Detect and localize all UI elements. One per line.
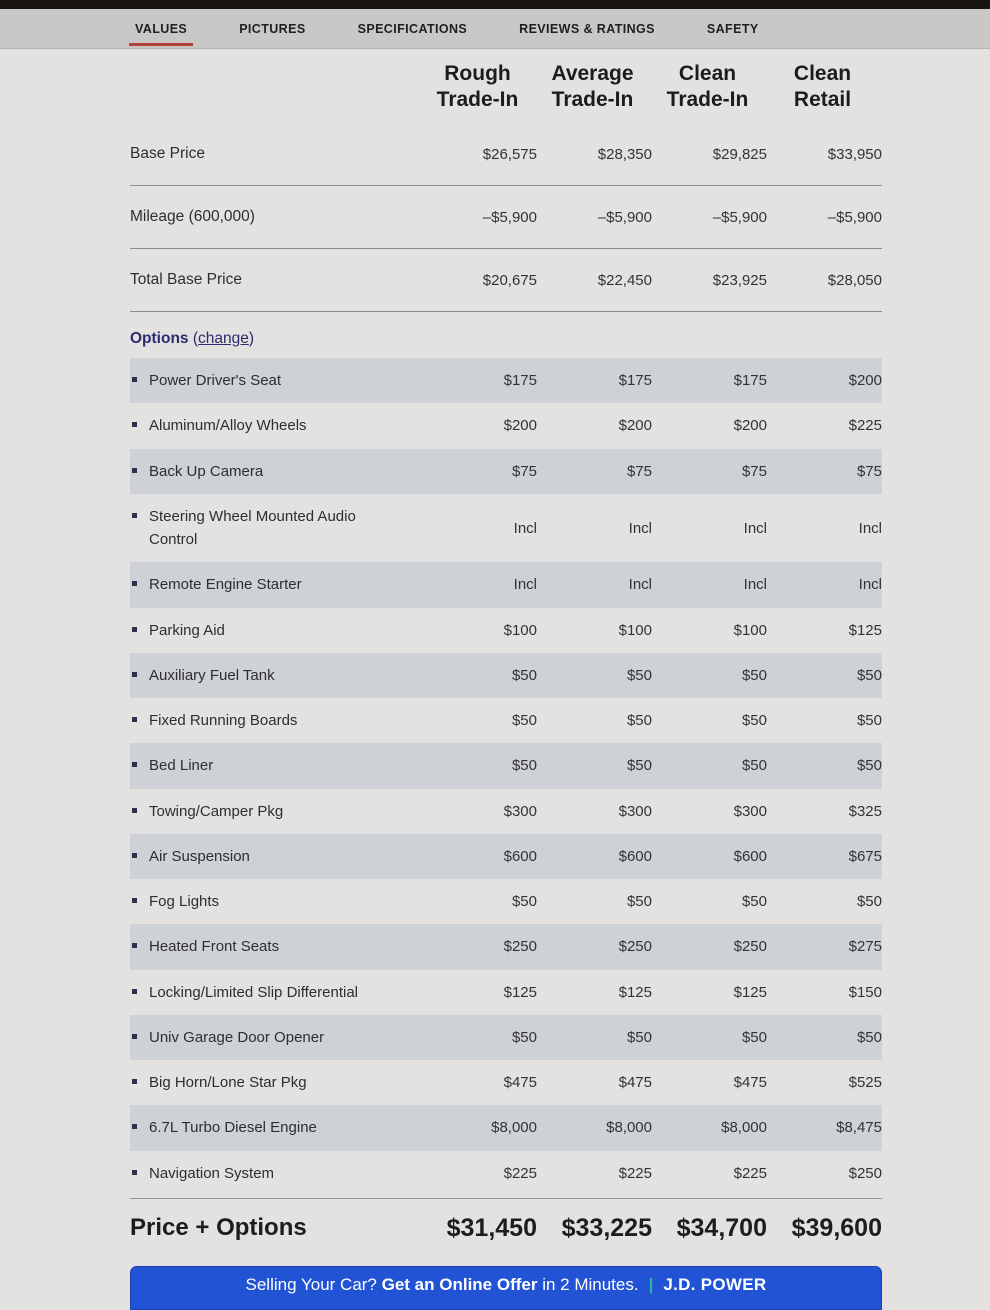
value-cell: $33,950: [827, 145, 882, 163]
option-label: [130, 1105, 422, 1150]
value-cell: $525: [848, 1074, 882, 1092]
base-row: [130, 186, 882, 249]
option-label-text: Parking Aid: [149, 621, 225, 639]
banner-text: Selling Your Car? Get an Online Offer in 2 Minutes. | J.D. POWER: [245, 1274, 767, 1294]
option-label-text: Bed Liner: [149, 757, 214, 775]
option-label: [130, 1060, 422, 1105]
option-label-text: Aluminum/Alloy Wheels: [149, 417, 307, 435]
tab-bar: [0, 9, 990, 49]
column-header-line2: Trade-In: [666, 88, 749, 111]
value-cell: $29,825: [712, 145, 767, 163]
value-cell: $50: [856, 1028, 882, 1046]
bullet-icon: [132, 672, 137, 677]
option-row: [130, 562, 882, 607]
option-label-text: 6.7L Turbo Diesel Engine: [149, 1119, 317, 1137]
value-cell: $26,575: [482, 145, 537, 163]
value-cell: $8,475: [836, 1119, 882, 1137]
value-cell: $50: [741, 893, 767, 911]
option-row: [130, 1151, 882, 1196]
bullet-icon: [132, 943, 137, 948]
option-label-text: Steering Wheel Mounted Audio Control: [149, 507, 356, 548]
option-label-text: Locking/Limited Slip Differential: [149, 983, 358, 1001]
option-row: [130, 403, 882, 448]
total-label: Price + Options: [130, 1214, 307, 1242]
value-cell: –$5,900: [827, 208, 882, 226]
jdpower-logo: J.D. POWER: [663, 1274, 767, 1294]
value-cell: –$5,900: [597, 208, 652, 226]
bullet-icon: [132, 1034, 137, 1039]
value-cell: $225: [618, 1164, 652, 1182]
options-header: [130, 330, 882, 348]
value-cell: $200: [503, 417, 537, 435]
value-cell: $225: [848, 417, 882, 435]
value-cell: $75: [856, 462, 882, 480]
value-cell: $250: [848, 1164, 882, 1182]
value-cell: $50: [511, 893, 537, 911]
sell-car-banner[interactable]: [130, 1266, 882, 1310]
option-label: [130, 653, 422, 698]
option-label: [130, 1015, 422, 1060]
options-change-link[interactable]: (change): [188, 330, 255, 347]
value-cell: $175: [733, 372, 767, 390]
option-label: [130, 403, 422, 448]
value-cell: $50: [626, 666, 652, 684]
column-header: [767, 61, 882, 113]
value-cell: $100: [733, 621, 767, 639]
option-label-text: Heated Front Seats: [149, 938, 280, 956]
option-label-text: Power Driver's Seat: [149, 372, 282, 389]
value-cell: $200: [848, 372, 882, 390]
value-cell: $20,675: [482, 271, 537, 289]
option-row: [130, 608, 882, 653]
column-header-row: [130, 49, 882, 123]
values-page: [0, 49, 990, 1310]
value-cell: $75: [511, 462, 537, 480]
option-label: [130, 698, 422, 743]
bullet-icon: [132, 762, 137, 767]
bullet-icon: [132, 377, 137, 382]
value-cell: $150: [848, 983, 882, 1001]
value-cell: $250: [503, 938, 537, 956]
total-value-cell: $39,600: [791, 1213, 882, 1242]
bullet-icon: [132, 853, 137, 858]
value-cell: $50: [741, 666, 767, 684]
value-cell: $50: [511, 712, 537, 730]
value-cell: Incl: [628, 576, 652, 594]
total-value-cell: $34,700: [676, 1213, 767, 1242]
value-cell: $600: [618, 847, 652, 865]
banner-separator: |: [648, 1274, 654, 1294]
option-label: [130, 1151, 422, 1196]
value-cell: $175: [618, 372, 652, 390]
tab-specifications[interactable]: SPECIFICATIONS: [357, 21, 468, 36]
value-cell: $50: [511, 666, 537, 684]
value-cell: $275: [848, 938, 882, 956]
value-cell: $300: [733, 802, 767, 820]
value-cell: Incl: [628, 519, 652, 537]
option-label: [130, 358, 422, 403]
option-label: [130, 562, 422, 607]
window-top-strip: [0, 0, 990, 9]
value-cell: $50: [511, 1028, 537, 1046]
option-label: [130, 789, 422, 834]
column-header-line1: Average: [551, 62, 634, 85]
value-cell: $50: [856, 712, 882, 730]
option-row: [130, 494, 882, 563]
base-price-section: [130, 123, 882, 312]
option-row: [130, 879, 882, 924]
bullet-icon: [132, 808, 137, 813]
bullet-icon: [132, 422, 137, 427]
column-header-line2: Trade-In: [551, 88, 634, 111]
option-label-text: Fog Lights: [149, 893, 220, 910]
row-label: Base Price: [130, 145, 205, 162]
column-header-line1: Clean: [678, 62, 737, 85]
value-cell: Incl: [513, 576, 537, 594]
bullet-icon: [132, 717, 137, 722]
value-cell: $125: [618, 983, 652, 1001]
value-cell: $28,350: [597, 145, 652, 163]
value-cell: $75: [626, 462, 652, 480]
value-cell: $50: [856, 666, 882, 684]
option-label: [130, 879, 422, 924]
value-cell: $200: [618, 417, 652, 435]
option-label: [130, 449, 422, 494]
value-cell: $300: [503, 802, 537, 820]
column-header: [422, 61, 537, 113]
value-cell: –$5,900: [712, 208, 767, 226]
value-cell: $50: [626, 1028, 652, 1046]
value-cell: $50: [856, 893, 882, 911]
option-label-text: Air Suspension: [149, 847, 250, 865]
value-cell: $475: [503, 1074, 537, 1092]
option-row: [130, 970, 882, 1015]
option-row: [130, 789, 882, 834]
base-row: [130, 123, 882, 186]
option-row: [130, 1060, 882, 1105]
value-cell: $50: [741, 1028, 767, 1046]
option-label-text: Navigation System: [149, 1164, 275, 1182]
value-cell: $250: [618, 938, 652, 956]
value-cell: $50: [741, 712, 767, 730]
tab-pictures[interactable]: PICTURES: [239, 21, 306, 36]
column-header: [652, 61, 767, 113]
bullet-icon: [132, 581, 137, 586]
bullet-icon: [132, 898, 137, 903]
option-label-text: Auxiliary Fuel Tank: [149, 666, 275, 684]
option-label: [130, 834, 422, 879]
option-label: [130, 924, 422, 969]
options-section: [130, 358, 882, 1196]
row-label: Total Base Price: [130, 271, 242, 288]
total-value-cell: $31,450: [446, 1213, 537, 1242]
value-cell: Incl: [743, 519, 767, 537]
column-header-line2: Trade-In: [436, 88, 519, 111]
bullet-icon: [132, 468, 137, 473]
bullet-icon: [132, 1170, 137, 1175]
option-row: [130, 698, 882, 743]
options-title: Options: [130, 330, 189, 347]
value-cell: Incl: [513, 519, 537, 537]
option-label: [130, 494, 422, 563]
option-label-text: Fixed Running Boards: [149, 712, 298, 729]
bullet-icon: [132, 513, 137, 518]
value-cell: $23,925: [712, 271, 767, 289]
option-row: [130, 834, 882, 879]
tab-reviews-ratings[interactable]: REVIEWS & RATINGS: [519, 21, 655, 36]
bullet-icon: [132, 1124, 137, 1129]
tab-safety[interactable]: SAFETY: [706, 21, 759, 36]
value-cell: Incl: [858, 519, 882, 537]
option-label-text: Towing/Camper Pkg: [149, 802, 284, 820]
option-label-text: Remote Engine Starter: [149, 576, 302, 594]
row-label: Mileage (600,000): [130, 208, 255, 225]
value-cell: $50: [856, 757, 882, 775]
tab-values[interactable]: VALUES: [135, 9, 187, 48]
value-cell: $50: [626, 757, 652, 775]
value-cell: $300: [618, 802, 652, 820]
value-cell: –$5,900: [482, 208, 537, 226]
value-cell: $28,050: [827, 271, 882, 289]
total-value-cell: $33,225: [561, 1213, 652, 1242]
value-cell: $8,000: [606, 1119, 652, 1137]
option-row: [130, 743, 882, 788]
value-cell: $50: [511, 757, 537, 775]
value-cell: $50: [741, 757, 767, 775]
value-cell: $225: [503, 1164, 537, 1182]
value-cell: $250: [733, 938, 767, 956]
option-row: [130, 653, 882, 698]
column-header: [537, 61, 652, 113]
option-label-text: Big Horn/Lone Star Pkg: [149, 1074, 307, 1091]
option-label: [130, 608, 422, 653]
value-cell: $8,000: [721, 1119, 767, 1137]
value-cell: $125: [848, 621, 882, 639]
option-row: [130, 358, 882, 403]
value-cell: $325: [848, 802, 882, 820]
value-cell: $675: [848, 847, 882, 865]
value-cell: $225: [733, 1164, 767, 1182]
value-cell: $50: [626, 893, 652, 911]
value-cell: $600: [503, 847, 537, 865]
bullet-icon: [132, 1079, 137, 1084]
option-label: [130, 970, 422, 1015]
value-cell: $75: [741, 462, 767, 480]
column-header-line2: Retail: [793, 88, 852, 111]
value-cell: Incl: [858, 576, 882, 594]
value-cell: $475: [618, 1074, 652, 1092]
value-cell: $125: [503, 983, 537, 1001]
value-cell: $22,450: [597, 271, 652, 289]
price-plus-options-row: [130, 1198, 882, 1259]
option-row: [130, 449, 882, 494]
bullet-icon: [132, 989, 137, 994]
column-header-line1: Clean: [793, 62, 852, 85]
value-cell: $475: [733, 1074, 767, 1092]
value-cell: Incl: [743, 576, 767, 594]
value-cell: $8,000: [491, 1119, 537, 1137]
value-cell: $100: [618, 621, 652, 639]
option-label: [130, 743, 422, 788]
option-row: [130, 1105, 882, 1150]
values-table: [130, 49, 882, 1310]
value-cell: $200: [733, 417, 767, 435]
value-cell: $100: [503, 621, 537, 639]
option-row: [130, 1015, 882, 1060]
value-cell: $50: [626, 712, 652, 730]
value-cell: $175: [503, 372, 537, 390]
base-row: [130, 249, 882, 312]
option-label-text: Back Up Camera: [149, 462, 264, 480]
value-cell: $600: [733, 847, 767, 865]
column-header-line1: Rough: [444, 62, 511, 85]
bullet-icon: [132, 627, 137, 632]
value-cell: $125: [733, 983, 767, 1001]
option-label-text: Univ Garage Door Opener: [149, 1028, 325, 1046]
option-row: [130, 924, 882, 969]
